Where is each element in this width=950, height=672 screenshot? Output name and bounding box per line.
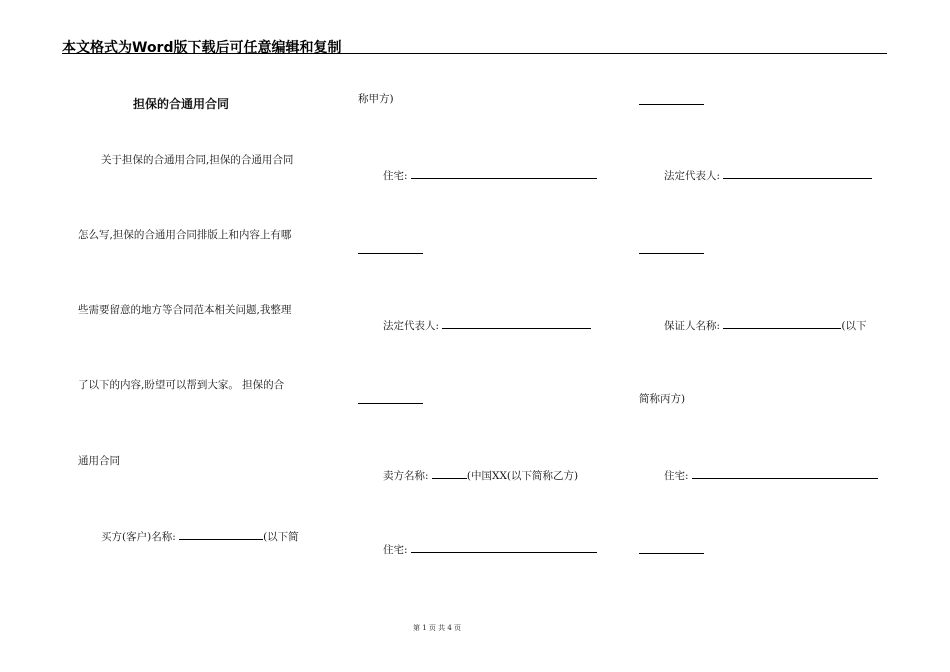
- buyer-name-line: [101, 529, 299, 543]
- party-b-legal-rep-label: 法定代表人:: [664, 170, 721, 182]
- header-rule: [62, 53, 887, 54]
- party-b-legal-rep-line: [664, 168, 872, 182]
- party-b-legal-rep-continuation-blank[interactable]: [639, 253, 704, 254]
- party-b-address-label: 住宅:: [383, 544, 408, 556]
- seller-name-label: 卖方名称:: [383, 470, 429, 482]
- page-number: 第 1 页 共 4 页: [413, 624, 462, 632]
- party-a-legal-rep-blank[interactable]: [442, 318, 591, 329]
- document-header: 本文格式为Word版下载后可任意编辑和复制: [62, 40, 342, 56]
- seller-name-line: [383, 468, 578, 482]
- party-a-address-blank[interactable]: [411, 168, 597, 179]
- document-title: 担保的合通用合同: [133, 97, 230, 111]
- buyer-name-label: 买方(客户)名称:: [101, 531, 176, 543]
- guarantor-name-label: 保证人名称:: [664, 320, 721, 332]
- buyer-name-suffix: (以下简: [263, 531, 299, 543]
- guarantor-name-blank[interactable]: [723, 318, 841, 329]
- party-c-address-line: [664, 468, 878, 482]
- party-a-address-label: 住宅:: [383, 170, 408, 182]
- intro-line-2: 怎么写,担保的合通用合同排版上和内容上有哪: [78, 229, 292, 241]
- party-b-address-line: [383, 542, 597, 556]
- guarantor-name-suffix: (以下: [841, 320, 867, 332]
- party-b-address-blank[interactable]: [411, 542, 597, 553]
- party-a-legal-rep-continuation-blank[interactable]: [358, 403, 423, 404]
- party-a-address-line: [383, 168, 597, 182]
- col2-continuation: 称甲方): [358, 93, 394, 105]
- intro-line-4: 了以下的内容,盼望可以帮到大家。 担保的合: [78, 379, 285, 391]
- party-b-legal-rep-blank[interactable]: [723, 168, 872, 179]
- intro-line-3: 些需要留意的地方等合同范本相关问题,我整理: [78, 304, 292, 316]
- party-c-address-continuation-blank[interactable]: [639, 553, 704, 554]
- party-a-address-continuation-blank[interactable]: [358, 253, 423, 254]
- intro-line-5: 通用合同: [78, 455, 120, 467]
- seller-name-suffix: (中国XX(以下简称乙方): [466, 470, 579, 482]
- party-a-legal-rep-line: [383, 318, 591, 332]
- col3-top-blank[interactable]: [639, 104, 704, 105]
- guarantor-name-line: [664, 318, 867, 332]
- col3-continuation: 简称丙方): [639, 393, 686, 405]
- party-c-address-blank[interactable]: [692, 468, 878, 479]
- party-c-address-label: 住宅:: [664, 470, 689, 482]
- party-a-legal-rep-label: 法定代表人:: [383, 320, 440, 332]
- intro-line-1: 关于担保的合通用合同,担保的合通用合同: [101, 154, 294, 166]
- buyer-name-blank[interactable]: [179, 529, 263, 540]
- seller-name-blank[interactable]: [432, 468, 467, 479]
